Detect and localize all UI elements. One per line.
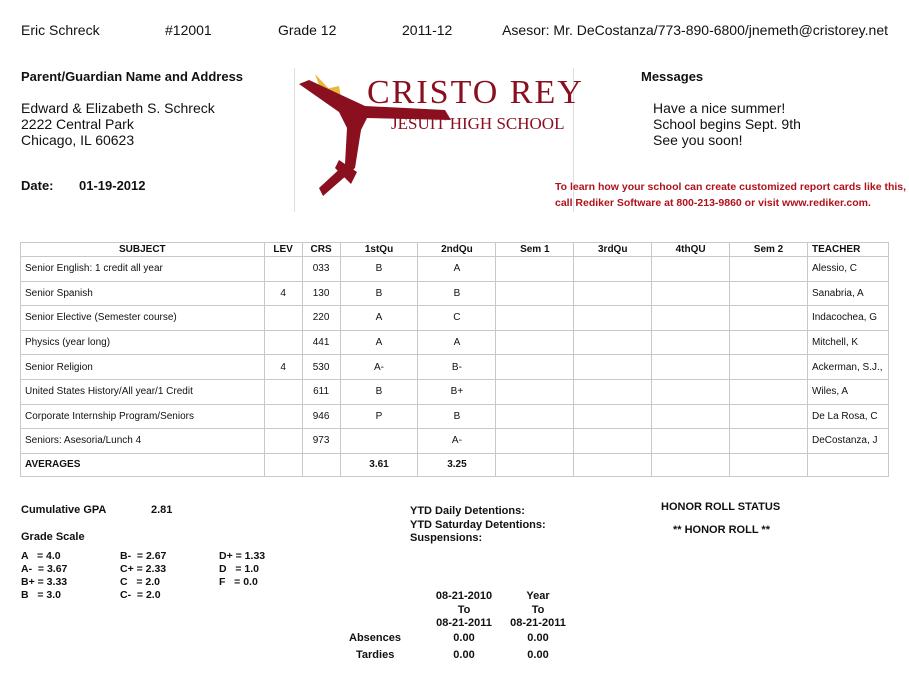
table-row xyxy=(21,257,889,282)
table-row xyxy=(21,330,889,355)
advisor-info: Asesor: Mr. DeCostanza/773-890-6800/jnemeth@cristorey.net xyxy=(502,22,888,38)
table-cell: 611 xyxy=(302,379,340,404)
table-cell xyxy=(264,379,302,404)
grades-table xyxy=(20,242,889,477)
table-cell: Ackerman, S.J., xyxy=(807,355,888,380)
suspensions-label: Suspensions: xyxy=(410,532,483,544)
student-id: #12001 xyxy=(165,22,212,38)
table-row xyxy=(21,404,889,429)
table-cell xyxy=(496,453,574,476)
table-cell: A- xyxy=(340,355,418,380)
table-cell xyxy=(652,281,730,306)
table-cell xyxy=(574,453,652,476)
message-line: School begins Sept. 9th xyxy=(653,116,801,132)
scale-item: B = 3.0 xyxy=(21,589,61,601)
table-cell xyxy=(496,330,574,355)
table-cell: Indacochea, G xyxy=(807,306,888,331)
table-cell xyxy=(730,281,808,306)
table-cell xyxy=(496,379,574,404)
scale-item: C+ = 2.33 xyxy=(120,563,167,575)
gpa-label: Cumulative GPA xyxy=(21,504,107,516)
scale-item: D = 1.0 xyxy=(219,563,259,575)
table-cell xyxy=(574,429,652,454)
table-cell: A xyxy=(340,330,418,355)
table-cell: B xyxy=(340,281,418,306)
table-cell: B xyxy=(340,379,418,404)
table-cell: P xyxy=(340,404,418,429)
table-cell: AVERAGES xyxy=(21,453,265,476)
scale-item: D+ = 1.33 xyxy=(219,550,266,562)
guardian-address xyxy=(21,100,215,148)
table-cell xyxy=(574,330,652,355)
detentions-block xyxy=(410,505,546,546)
column-header: LEV xyxy=(264,243,302,257)
address-line: 2222 Central Park xyxy=(21,116,134,132)
table-cell xyxy=(652,330,730,355)
message-line: Have a nice summer! xyxy=(653,100,786,116)
table-cell xyxy=(264,306,302,331)
messages-title: Messages xyxy=(641,69,704,84)
grade-scale-col xyxy=(219,550,265,589)
table-row xyxy=(21,281,889,306)
table-cell xyxy=(652,453,730,476)
school-year: 2011-12 xyxy=(402,22,453,38)
table-cell xyxy=(264,453,302,476)
table-cell xyxy=(730,453,808,476)
column-header: 4thQU xyxy=(652,243,730,257)
student-name: Eric Schreck xyxy=(21,22,100,38)
table-cell xyxy=(496,281,574,306)
tardies-label: Tardies xyxy=(356,649,395,661)
averages-row xyxy=(21,453,889,476)
table-row xyxy=(21,379,889,404)
table-cell: A xyxy=(418,330,496,355)
table-cell: 946 xyxy=(302,404,340,429)
table-cell xyxy=(652,429,730,454)
table-cell xyxy=(302,453,340,476)
attendance-period-1 xyxy=(428,590,500,631)
scale-item: C- = 2.0 xyxy=(120,589,161,601)
column-header: CRS xyxy=(302,243,340,257)
table-cell xyxy=(730,306,808,331)
table-cell: 973 xyxy=(302,429,340,454)
school-logo xyxy=(294,68,584,212)
column-header: 3rdQu xyxy=(574,243,652,257)
table-cell: Senior Elective (Semester course) xyxy=(21,306,265,331)
column-header: 2ndQu xyxy=(418,243,496,257)
table-cell: A xyxy=(418,257,496,282)
table-cell xyxy=(264,257,302,282)
table-cell xyxy=(652,306,730,331)
table-cell xyxy=(652,404,730,429)
table-cell: C xyxy=(418,306,496,331)
column-header: SUBJECT xyxy=(21,243,265,257)
table-cell: Mitchell, K xyxy=(807,330,888,355)
table-cell xyxy=(574,306,652,331)
table-cell xyxy=(496,306,574,331)
scale-item: B+ = 3.33 xyxy=(21,576,68,588)
grade-scale-col xyxy=(21,550,67,602)
table-cell: 3.61 xyxy=(340,453,418,476)
table-cell: 4 xyxy=(264,281,302,306)
table-cell: B+ xyxy=(418,379,496,404)
table-cell: Sanabria, A xyxy=(807,281,888,306)
period-line: To xyxy=(531,603,545,616)
honor-roll-status: ** HONOR ROLL ** xyxy=(673,524,770,536)
table-cell xyxy=(652,355,730,380)
table-cell xyxy=(574,257,652,282)
table-cell: 130 xyxy=(302,281,340,306)
table-cell xyxy=(574,379,652,404)
table-cell: Seniors: Asesoria/Lunch 4 xyxy=(21,429,265,454)
table-cell: Senior Spanish xyxy=(21,281,265,306)
table-cell: B xyxy=(418,281,496,306)
period-line: 08-21-2011 xyxy=(510,617,566,629)
table-cell xyxy=(730,429,808,454)
saturday-detentions-label: YTD Saturday Detentions: xyxy=(410,518,546,531)
table-cell xyxy=(574,404,652,429)
address-line: Chicago, IL 60623 xyxy=(21,132,135,148)
message-line: See you soon! xyxy=(653,132,743,148)
table-cell: A xyxy=(340,306,418,331)
table-cell: B xyxy=(340,257,418,282)
table-cell: B- xyxy=(418,355,496,380)
table-cell xyxy=(807,453,888,476)
address-line: Edward & Elizabeth S. Schreck xyxy=(21,100,215,116)
scale-item: C = 2.0 xyxy=(120,576,160,588)
table-cell: A- xyxy=(418,429,496,454)
table-cell xyxy=(264,404,302,429)
table-cell xyxy=(574,281,652,306)
period-line: 08-21-2010 xyxy=(435,590,493,602)
tardies-value: 0.00 xyxy=(453,649,475,661)
scale-item: A = 4.0 xyxy=(21,550,61,562)
date-label: Date: xyxy=(21,178,54,193)
messages-list xyxy=(653,100,801,148)
table-cell xyxy=(730,330,808,355)
table-cell xyxy=(652,257,730,282)
table-cell xyxy=(730,257,808,282)
period-line: To xyxy=(457,603,471,616)
table-cell: B xyxy=(418,404,496,429)
period-line: 08-21-2011 xyxy=(436,617,492,629)
table-cell: Alessio, C xyxy=(807,257,888,282)
table-cell: Corporate Internship Program/Seniors xyxy=(21,404,265,429)
table-cell: 441 xyxy=(302,330,340,355)
table-cell: DeCostanza, J xyxy=(807,429,888,454)
table-cell xyxy=(652,379,730,404)
table-row xyxy=(21,306,889,331)
column-header: TEACHER xyxy=(807,243,888,257)
gpa-value: 2.81 xyxy=(151,504,173,516)
table-cell xyxy=(574,355,652,380)
tardies-value: 0.00 xyxy=(527,649,549,661)
promo-line: To learn how your school can create customized report cards like this, xyxy=(555,181,907,193)
scale-item: F = 0.0 xyxy=(219,576,258,588)
logo-subtitle: JESUIT HIGH SCHOOL xyxy=(391,114,565,133)
promo-text xyxy=(555,179,906,211)
table-cell xyxy=(496,355,574,380)
table-cell: 3.25 xyxy=(418,453,496,476)
attendance-period-2 xyxy=(502,590,574,631)
table-cell: Physics (year long) xyxy=(21,330,265,355)
logo-title: CRISTO REY xyxy=(367,74,584,111)
daily-detentions-label: YTD Daily Detentions: xyxy=(410,505,525,517)
date-value: 01-19-2012 xyxy=(79,178,146,193)
absences-value: 0.00 xyxy=(527,632,549,644)
table-cell xyxy=(730,404,808,429)
table-row xyxy=(21,355,889,380)
table-cell xyxy=(730,379,808,404)
period-line: Year xyxy=(526,590,550,602)
table-cell: 530 xyxy=(302,355,340,380)
table-header-row xyxy=(21,243,889,257)
column-header: Sem 2 xyxy=(730,243,808,257)
table-cell: 220 xyxy=(302,306,340,331)
student-grade: Grade 12 xyxy=(278,22,337,38)
table-cell: Wiles, A xyxy=(807,379,888,404)
table-cell: 033 xyxy=(302,257,340,282)
grade-scale-col xyxy=(120,550,166,602)
table-cell: United States History/All year/1 Credit xyxy=(21,379,265,404)
table-cell xyxy=(496,257,574,282)
table-cell xyxy=(730,355,808,380)
table-row xyxy=(21,429,889,454)
honor-roll-title: HONOR ROLL STATUS xyxy=(661,501,781,513)
scale-item: A- = 3.67 xyxy=(21,563,68,575)
table-cell: De La Rosa, C xyxy=(807,404,888,429)
table-cell: Senior English: 1 credit all year xyxy=(21,257,265,282)
table-cell: Senior Religion xyxy=(21,355,265,380)
promo-line: call Rediker Software at 800-213-9860 or visit www.rediker.com. xyxy=(555,197,871,209)
scale-item: B- = 2.67 xyxy=(120,550,167,562)
grade-scale-title: Grade Scale xyxy=(21,531,85,543)
table-cell xyxy=(496,404,574,429)
table-cell xyxy=(340,429,418,454)
column-header: 1stQu xyxy=(340,243,418,257)
guardian-title: Parent/Guardian Name and Address xyxy=(21,69,244,84)
table-cell xyxy=(264,429,302,454)
absences-value: 0.00 xyxy=(453,632,475,644)
table-cell: 4 xyxy=(264,355,302,380)
table-cell xyxy=(264,330,302,355)
column-header: Sem 1 xyxy=(496,243,574,257)
table-cell xyxy=(496,429,574,454)
absences-label: Absences xyxy=(349,632,401,644)
